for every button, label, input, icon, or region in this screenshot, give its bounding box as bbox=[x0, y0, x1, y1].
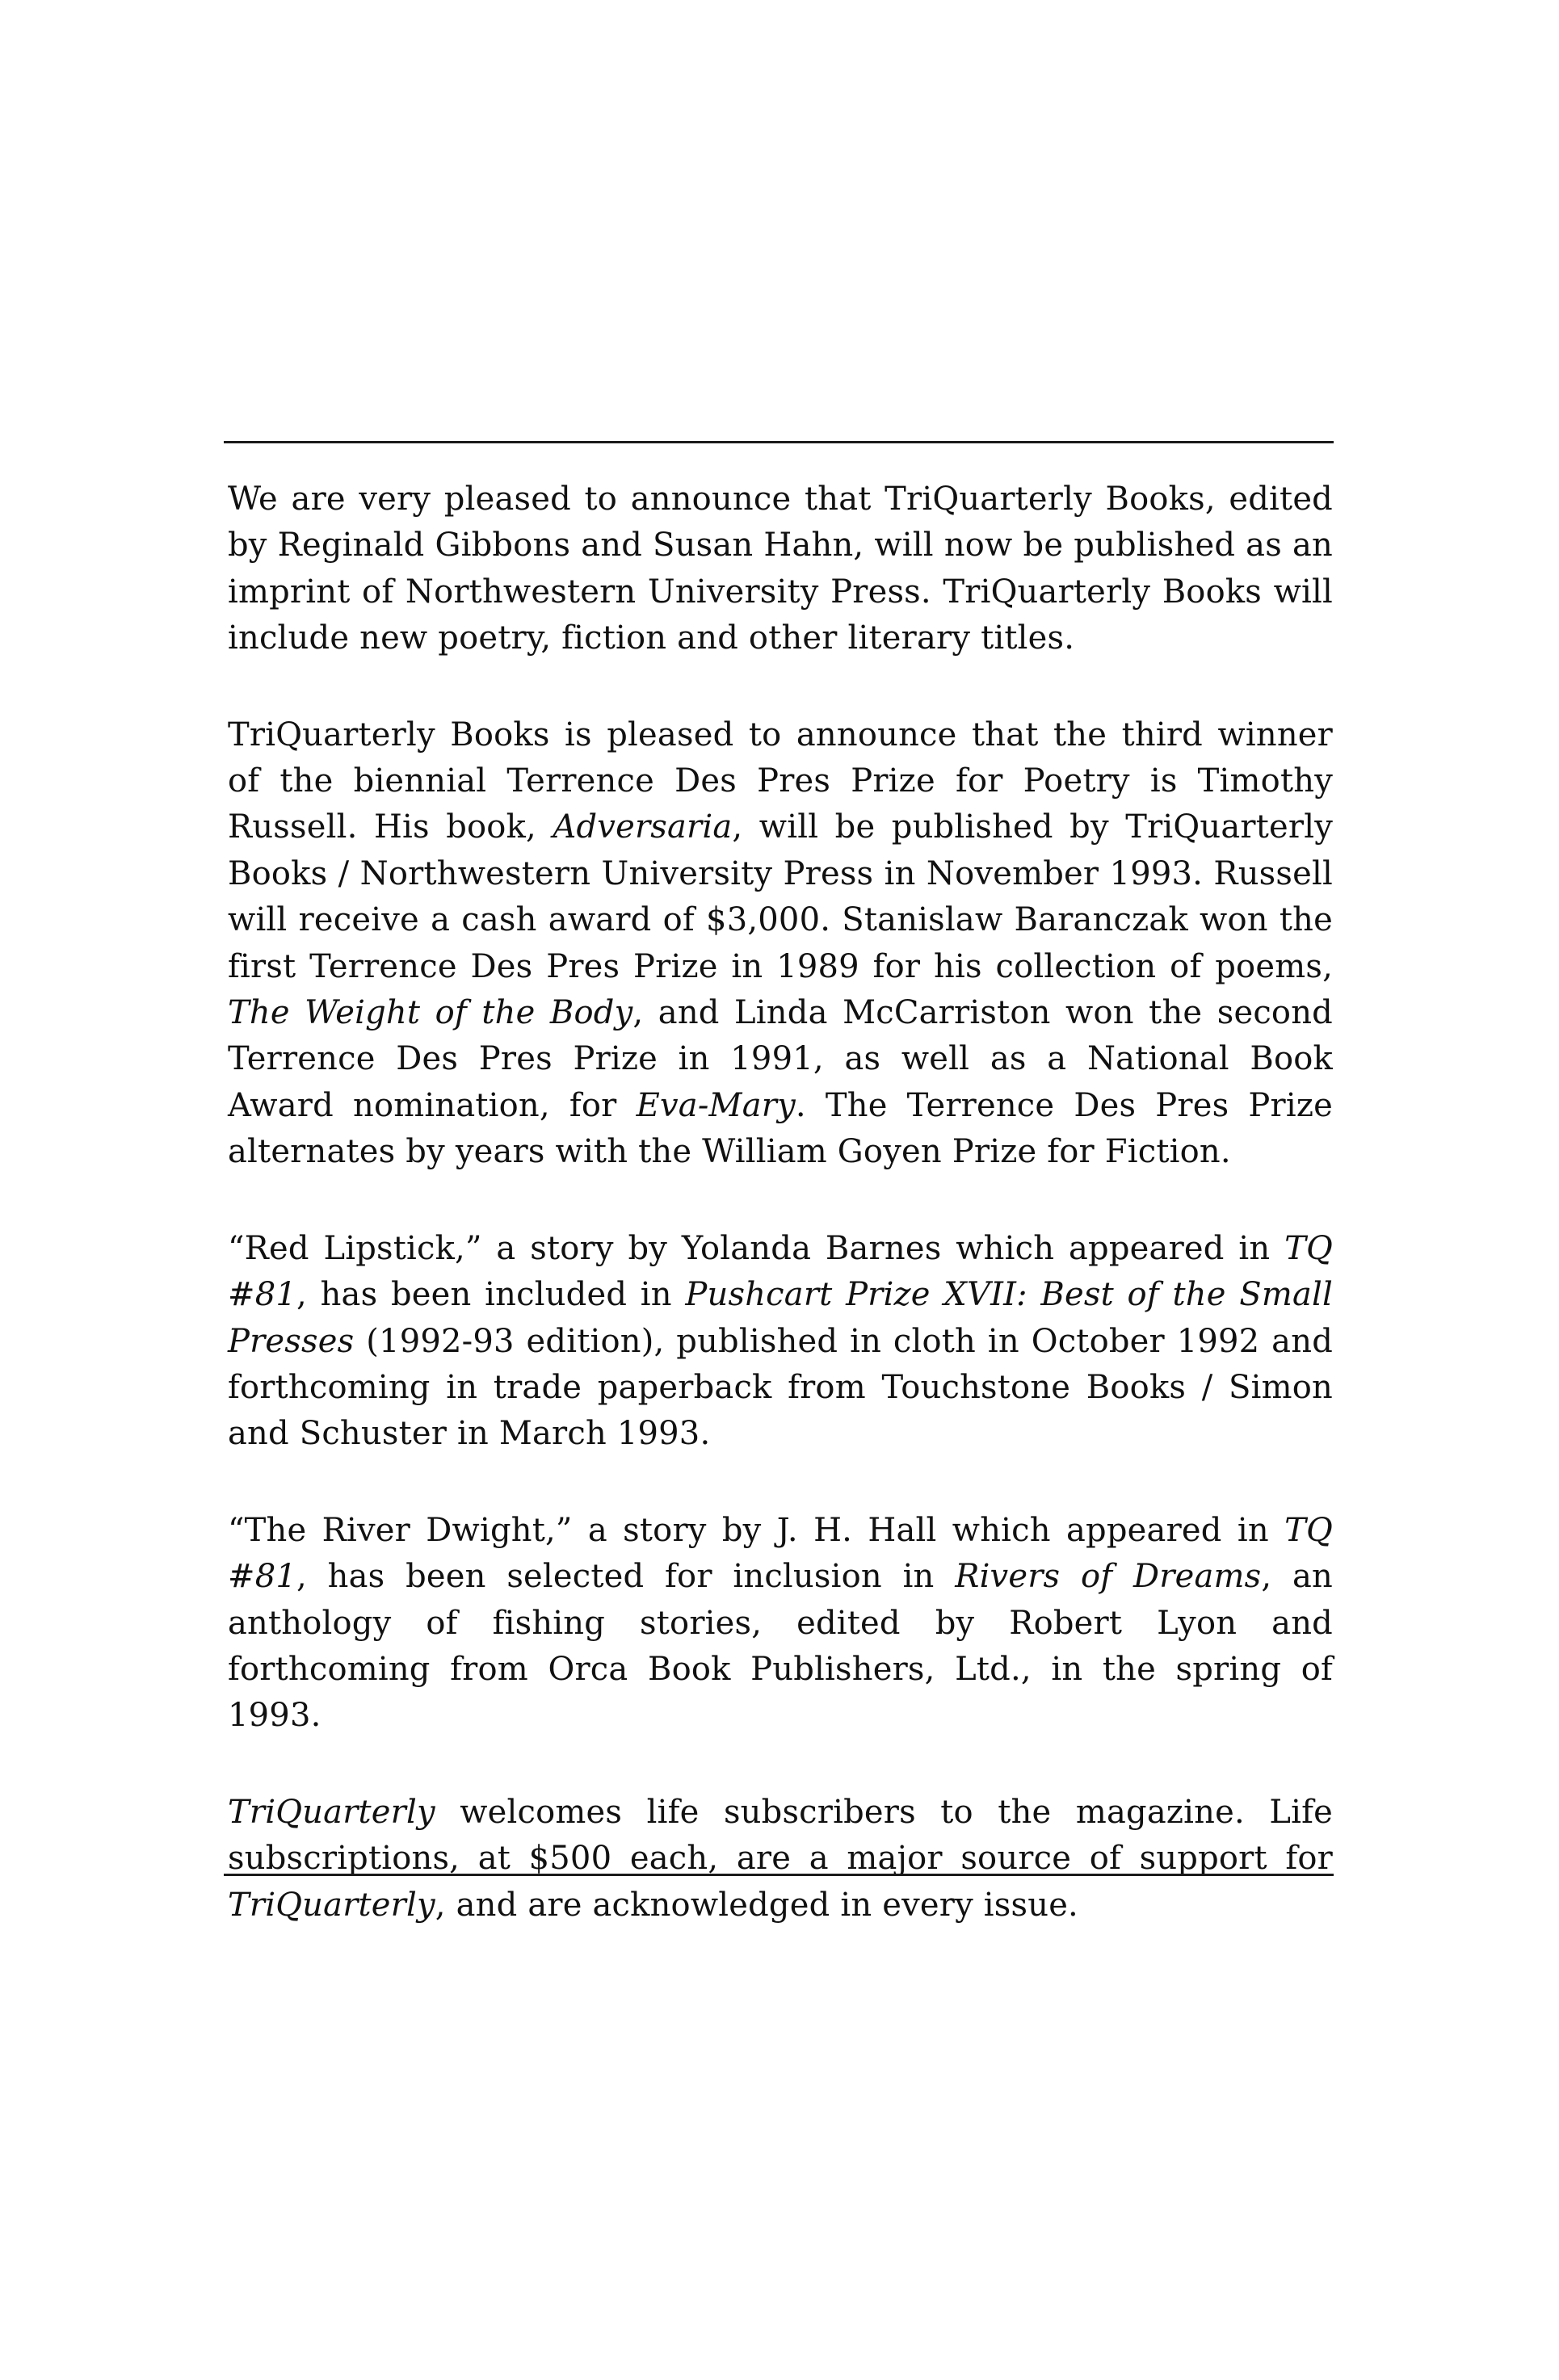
italic-title: Pushcart Prize XVII: Best of the Small Presses bbox=[228, 1276, 1333, 1360]
italic-title: TriQuarterly bbox=[228, 1793, 435, 1831]
italic-title: Adversaria bbox=[553, 808, 733, 846]
text-run: “The River Dwight,” a story by J. H. Hall which appeared in bbox=[228, 1511, 1285, 1549]
italic-title: TQ #81 bbox=[228, 1229, 1333, 1314]
bottom-rule bbox=[224, 1874, 1334, 1876]
italic-title: TQ #81 bbox=[228, 1511, 1333, 1596]
text-run: , will be published by TriQuarterly Books / Northwestern University Press in November 1993. Russell will receive a cash award of $3,000. Stanislaw Baranczak won the first Terrence Des Pres Prize in 1989 for his collection of poems, bbox=[228, 808, 1333, 985]
announcements-column bbox=[228, 476, 1333, 1929]
text-run: , has been included in bbox=[296, 1276, 686, 1314]
text-run: , has been selected for inclusion in bbox=[296, 1558, 956, 1596]
text-run: , and Linda McCarriston won the second Terrence Des Pres Prize in 1991, as well as a National Book Award nomination, for bbox=[228, 994, 1333, 1124]
italic-title: TriQuarterly bbox=[228, 1886, 435, 1924]
announcement-red-lipstick bbox=[228, 1226, 1333, 1458]
announcement-imprint bbox=[228, 476, 1333, 662]
italic-title: The Weight of the Body bbox=[228, 994, 633, 1032]
text-run: . The Terrence Des Pres Prize alternates by years with the William Goyen Prize for Fiction. bbox=[228, 1086, 1334, 1171]
announcement-life-subscribers bbox=[228, 1790, 1333, 1929]
text-run: , and are acknowledged in every issue. bbox=[435, 1886, 1078, 1924]
text-run: (1992-93 edition), published in cloth in October 1992 and forthcoming in trade paperback from Touchstone Books / Simon and Schuster in March 1993. bbox=[228, 1322, 1333, 1453]
announcement-des-pres-prize bbox=[228, 712, 1333, 1176]
text-run: TriQuarterly Books is pleased to announce that the third winner of the biennial Terrence Des Pres Prize for Poetry is Timothy Russell. His book, bbox=[228, 716, 1333, 846]
italic-title: Eva-Mary bbox=[636, 1086, 796, 1124]
italic-title: Rivers of Dreams bbox=[955, 1558, 1262, 1596]
text-run: We are very pleased to announce that TriQuarterly Books, edited by Reginald Gibbons and Susan Hahn, will now be published as an imprint of Northwestern University Press. TriQuarterly Books will include new poetry, fiction and other literary titles. bbox=[228, 481, 1333, 657]
text-run: “Red Lipstick,” a story by Yolanda Barnes which appeared in bbox=[228, 1229, 1285, 1267]
text-run: welcomes life subscribers to the magazine. Life subscriptions, at $500 each, are a major source of support for bbox=[228, 1793, 1333, 1878]
announcement-river-dwight bbox=[228, 1508, 1333, 1740]
text-run: , an anthology of fishing stories, edited by Robert Lyon and forthcoming from Orca Book Publishers, Ltd., in the spring of 1993. bbox=[228, 1558, 1334, 1735]
top-rule bbox=[224, 441, 1334, 443]
